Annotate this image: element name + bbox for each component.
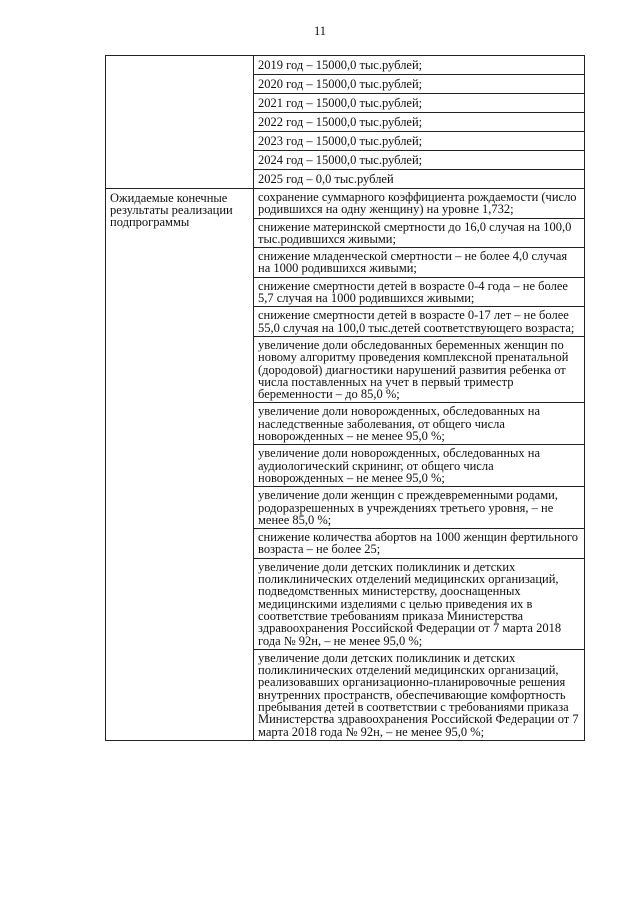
funding-row — [106, 56, 584, 188]
funding-year-item: 2021 год – 15000,0 тыс.рублей; — [254, 93, 584, 112]
funding-year-item: 2023 год – 15000,0 тыс.рублей; — [254, 131, 584, 150]
funding-year-item: 2020 год – 15000,0 тыс.рублей; — [254, 74, 584, 93]
result-item: увеличение доли детских поликлиник и детских поликлинических отделений медицинских организаций, подведомственных министерству, дооснащенных медицинскими изделиями с целью приведения их в соответствие требованиям приказа Министерства здравоохранения Российской Федерации от 7 марта 2018 года № 92н, – не менее 95,0 %; — [254, 558, 584, 649]
result-item: снижение материнской смертности до 16,0 случая на 100,0 тыс.родившихся живыми; — [254, 218, 584, 248]
result-item: увеличение доли детских поликлиник и детских поликлинических отделений медицинских организаций, реализовавших организационно-планировочные решения внутренних пространств, обеспечивающие комфортность пребывания детей в соответствии с требованиями приказа Министерства здравоохранения Российской Федерации от 7 марта 2018 года № 92н, – не менее 95,0 %; — [254, 649, 584, 740]
funding-year-item: 2025 год – 0,0 тыс.рублей — [254, 169, 584, 188]
result-item: снижение смертности детей в возрасте 0-4 года – не более 5,7 случая на 1000 родившихся живыми; — [254, 277, 584, 307]
funding-year-item: 2022 год – 15000,0 тыс.рублей; — [254, 112, 584, 131]
result-item: увеличение доли женщин с преждевременными родами, родоразрешенных в учреждениях третьего уровня, – не менее 85,0 %; — [254, 486, 584, 528]
funding-year-item: 2024 год – 15000,0 тыс.рублей; — [254, 150, 584, 169]
funding-year-item: 2019 год – 15000,0 тыс.рублей; — [258, 58, 423, 72]
subprogram-table — [105, 55, 585, 741]
funding-label-cell — [106, 56, 254, 188]
result-item: увеличение доли новорожденных, обследованных на наследственные заболевания, от общего числа новорожденных – не менее 95,0 %; — [254, 402, 584, 444]
result-item: увеличение доли новорожденных, обследованных на аудиологический скрининг, от общего числа новорожденных – не менее 95,0 %; — [254, 444, 584, 486]
results-row — [106, 188, 584, 740]
funding-years-list — [254, 56, 584, 188]
results-label: Ожидаемые конечные результаты реализации подпрограммы — [106, 189, 254, 740]
result-item: снижение смертности детей в возрасте 0-17 лет – не более 55,0 случая на 100,0 тыс.детей соответствующего возраста; — [254, 306, 584, 336]
result-item: снижение младенческой смертности – не более 4,0 случая на 1000 родившихся живыми; — [254, 247, 584, 277]
result-item: сохранение суммарного коэффициента рождаемости (число родившихся на одну женщину) на уровне 1,732; — [258, 190, 577, 217]
result-item: снижение количества абортов на 1000 женщин фертильного возраста – не более 25; — [254, 528, 584, 558]
result-item: увеличение доли обследованных беременных женщин по новому алгоритму проведения комплексной пренатальной (дородовой) диагностики нарушений развития ребенка от числа поставленных на учет в первый триместр беременности – до 85,0 %; — [254, 336, 584, 402]
page-number: 11 — [313, 24, 327, 38]
results-list — [254, 189, 584, 740]
